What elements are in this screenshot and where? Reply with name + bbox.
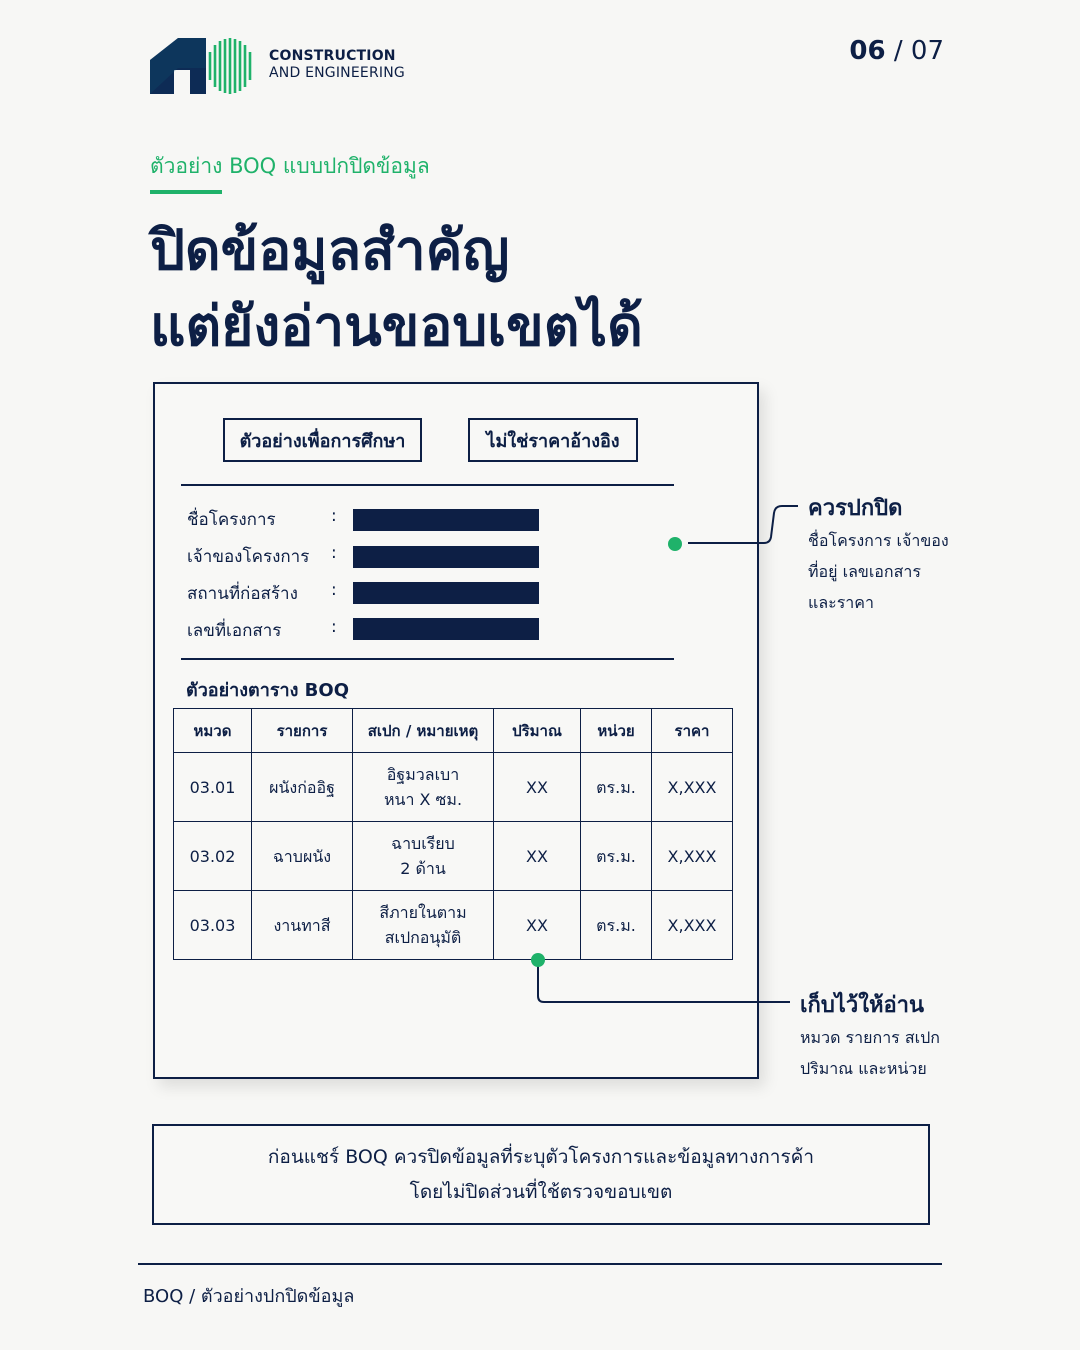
doc-number-label: เลขที่เอกสาร <box>187 621 282 641</box>
not-reference-price-tag: ไม่ใช่ราคาอ้างอิง <box>468 418 638 462</box>
col-header-item: รายการ <box>252 709 353 753</box>
spec-line: สีภายในตาม <box>379 903 467 922</box>
field-colon: : <box>331 506 337 526</box>
site-label: สถานที่ก่อสร้าง <box>187 584 298 604</box>
divider <box>181 484 674 486</box>
table-header-row <box>174 709 733 753</box>
brand-line-1: CONSTRUCTION <box>269 48 396 64</box>
spec-line: อิฐมวลเบา <box>386 765 460 784</box>
title-line-1: ปิดข้อมูลสำคัญ <box>150 218 510 282</box>
field-colon: : <box>331 580 337 600</box>
col-header-quantity: ปริมาณ <box>494 709 581 753</box>
note-box <box>152 1124 930 1225</box>
cell-unit: ตร.ม. <box>581 822 652 891</box>
callout-line: ที่อยู่ เลขเอกสาร <box>808 562 921 581</box>
hide-callout-text <box>808 525 949 618</box>
cell-price: X,XXX <box>652 753 733 822</box>
spec-line: สเปกอนุมัติ <box>384 928 462 947</box>
cell-item: งานทาสี <box>252 891 353 960</box>
spec-line: 2 ด้าน <box>400 859 446 878</box>
redacted-bar <box>353 582 539 604</box>
cell-quantity: XX <box>494 891 581 960</box>
col-header-spec: สเปก / หมายเหตุ <box>353 709 494 753</box>
keep-marker-dot <box>531 953 545 967</box>
page-separator: / <box>893 36 903 66</box>
note-line: โดยไม่ปิดส่วนที่ใช้ตรวจขอบเขต <box>409 1180 673 1203</box>
table-row <box>174 822 733 891</box>
callout-line: และราคา <box>808 593 874 612</box>
page-current: 06 <box>849 36 886 66</box>
keep-callout-title: เก็บไว้ให้อ่าน <box>800 993 925 1018</box>
table-row <box>174 891 733 960</box>
hide-callout-title: ควรปกปิด <box>808 496 903 521</box>
cell-price: X,XXX <box>652 822 733 891</box>
cell-spec <box>353 753 494 822</box>
page-title <box>150 212 643 364</box>
brand-line-2: AND ENGINEERING <box>269 65 405 81</box>
redacted-bar <box>353 618 539 640</box>
footer-divider <box>138 1263 942 1265</box>
page-total: 07 <box>910 36 944 66</box>
spec-line: หนา X ซม. <box>383 790 463 809</box>
cell-spec <box>353 891 494 960</box>
keep-callout-text <box>800 1022 940 1084</box>
hide-marker-dot <box>668 537 682 551</box>
cell-spec <box>353 822 494 891</box>
brand-name <box>269 48 405 82</box>
study-example-tag: ตัวอย่างเพื่อการศึกษา <box>223 418 422 462</box>
boq-table-title: ตัวอย่างตาราง BOQ <box>186 680 350 701</box>
col-header-price: ราคา <box>652 709 733 753</box>
cell-quantity: XX <box>494 822 581 891</box>
cell-code: 03.01 <box>174 753 252 822</box>
callout-line: ชื่อโครงการ เจ้าของ <box>808 531 949 550</box>
page-indicator <box>849 36 944 66</box>
callout-line: หมวด รายการ สเปก <box>800 1028 940 1047</box>
owner-label: เจ้าของโครงการ <box>187 547 310 567</box>
cell-code: 03.02 <box>174 822 252 891</box>
boq-document-card <box>153 382 759 1079</box>
callout-line: ปริมาณ และหน่วย <box>800 1059 927 1078</box>
divider <box>181 658 674 660</box>
ae-logo-icon <box>150 38 262 94</box>
col-header-category: หมวด <box>174 709 252 753</box>
cell-price: X,XXX <box>652 891 733 960</box>
cell-unit: ตร.ม. <box>581 753 652 822</box>
redacted-bar <box>353 509 539 531</box>
title-line-2: แต่ยังอ่านขอบเขตได้ <box>150 294 643 358</box>
field-colon: : <box>331 617 337 637</box>
cell-item: ผนังก่ออิฐ <box>252 753 353 822</box>
kicker-text: ตัวอย่าง BOQ แบบปกปิดข้อมูล <box>150 154 430 178</box>
kicker-underline <box>150 190 222 194</box>
footer-breadcrumb: BOQ / ตัวอย่างปกปิดข้อมูล <box>143 1286 355 1307</box>
table-row <box>174 753 733 822</box>
cell-item: ฉาบผนัง <box>252 822 353 891</box>
cell-unit: ตร.ม. <box>581 891 652 960</box>
cell-code: 03.03 <box>174 891 252 960</box>
field-colon: : <box>331 543 337 563</box>
col-header-unit: หน่วย <box>581 709 652 753</box>
redacted-bar <box>353 546 539 568</box>
boq-table <box>173 708 733 960</box>
spec-line: ฉาบเรียบ <box>391 834 455 853</box>
project-name-label: ชื่อโครงการ <box>187 510 276 530</box>
cell-quantity: XX <box>494 753 581 822</box>
note-line: ก่อนแชร์ BOQ ควรปิดข้อมูลที่ระบุตัวโครงการและข้อมูลทางการค้า <box>267 1145 815 1168</box>
